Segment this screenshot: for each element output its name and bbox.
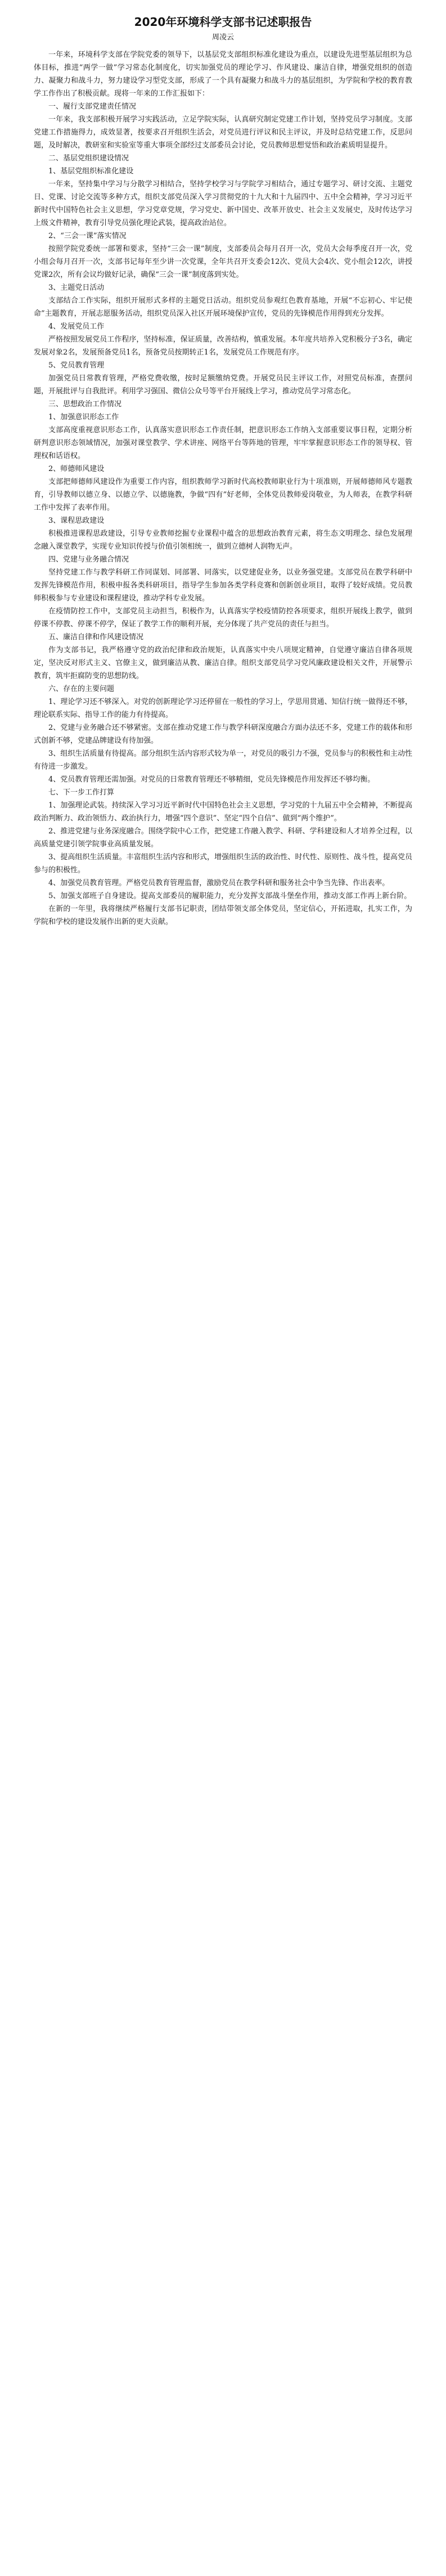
report-paragraph: 2、推进党建与业务深度融合。围绕学院中心工作，把党建工作融入教学、科研、学科建设和人才培养全过程，以高质量党建引领学院事业高质量发展。 bbox=[34, 827, 412, 849]
report-paragraph: 坚持党建工作与教学科研工作同谋划、同部署、同落实，以党建促业务，以业务强党建。支部党员在教学科研中发挥先锋模范作用，积极申报各类科研项目，指导学生参加各类学科竞赛和创新创业项目，取得了较好成绩。党员教师积极参与专业建设和课程建设，推动学科专业发展。 bbox=[34, 568, 412, 603]
report-paragraph: 作为支部书记，我严格遵守党的政治纪律和政治规矩，认真落实中央八项规定精神，自觉遵守廉洁自律各项规定，坚决反对形式主义、官僚主义，做到廉洁从教、廉洁自律。组织支部党员学习党风廉政建设相关文件，开展警示教育，筑牢拒腐防变的思想防线。 bbox=[34, 646, 412, 680]
report-paragraph: 按照学院党委统一部署和要求，坚持“三会一课”制度，支部委员会每月召开一次，党员大会每季度召开一次，党小组会每月召开一次，支部书记每年至少讲一次党课，全年共召开支委会12次、党员大会4次、党小组会12次，讲授党课2次，所有会议均做好记录，确保“三会一课”制度落到实处。 bbox=[34, 245, 412, 279]
report-paragraph: 积极推进课程思政建设，引导专业教师挖掘专业课程中蕴含的思想政治教育元素，将生态文明理念、绿色发展理念融入课堂教学，实现专业知识传授与价值引领相统一，做到立德树人润物无声。 bbox=[34, 529, 412, 551]
report-paragraph: 一年来，坚持集中学习与分散学习相结合，坚持学校学习与学院学习相结合，通过专题学习、研讨交流、主题党日、党课、讨论交流等多种方式，组织支部党员深入学习贯彻党的十九大和十九届四中、五中全会精神，学习习近平新时代中国特色社会主义思想，学习党章党规，学习党史、新中国史、改革开放史、社会主义发展史，及时传达学习上级文件精神，教育引导党员强化理论武装，提高政治站位。 bbox=[34, 180, 412, 227]
report-paragraph: 4、党员教育管理还需加强。对党员的日常教育管理还不够精细，党员先锋模范作用发挥还不够均衡。 bbox=[48, 775, 375, 784]
report-paragraph: 一年来，我支部积极开展学习实践活动，立足学院实际，认真研究制定党建工作计划，坚持党员学习制度。支部党建工作措施得力，成效显著，按要求召开组织生活会，对党员进行评议和民主评议，并及时总结党建工作，反思问题，及时解决，教研室和实验室等重大事项全部经过支部委员会讨论，党员教师思想觉悟和政治素质明显提升。 bbox=[34, 115, 412, 150]
report-paragraph: 一、履行支部党建责任情况 bbox=[48, 102, 137, 111]
report-paragraph: 2、师德师风建设 bbox=[48, 465, 105, 473]
report-paragraph: 4、加强党员教育管理。严格党员教育管理监督，激励党员在教学科研和服务社会中争当先锋、作出表率。 bbox=[48, 879, 390, 887]
report-paragraph: 支部把师德师风建设作为重要工作内容，组织教师学习新时代高校教师职业行为十项准则，开展师德师风专题教育，引导教师以德立身、以德立学、以德施教，争做“四有”好老师，全体党员教师爱岗敬业，为人师表，在教学科研工作中发挥了表率作用。 bbox=[34, 478, 412, 512]
report-paragraph: 七、下一步工作打算 bbox=[48, 788, 115, 797]
report-author: 周凌云 bbox=[211, 33, 234, 42]
report-paragraph: 1、加强理论武装。持续深入学习习近平新时代中国特色社会主义思想，学习党的十九届五中全会精神，不断提高政治判断力、政治领悟力、政治执行力，增强“四个意识”、坚定“四个自信”、做到“两个维护”。 bbox=[34, 801, 412, 823]
report-paragraph: 5、党员教育管理 bbox=[48, 361, 105, 370]
report-paragraph: 3、主题党日活动 bbox=[48, 284, 105, 292]
report-paragraph: 1、理论学习还不够深入。对党的创新理论学习还停留在一般性的学习上，学思用贯通、知信行统一做得还不够，理论联系实际、指导工作的能力有待提高。 bbox=[34, 698, 412, 719]
report-paragraph: 2、党建与业务融合还不够紧密。支部在推动党建工作与教学科研深度融合方面办法还不多，党建工作的载体和形式创新不够，党建品牌建设有待加强。 bbox=[34, 724, 412, 745]
report-paragraph: 在疫情防控工作中，支部党员主动担当，积极作为，认真落实学校疫情防控各项要求，组织开展线上教学，做到停课不停教、停课不停学，保证了教学工作的顺利开展，充分体现了共产党员的责任与担当。 bbox=[34, 607, 412, 629]
report-paragraph: 支部结合工作实际，组织开展形式多样的主题党日活动。组织党员参观红色教育基地，开展“不忘初心、牢记使命”主题教育，开展志愿服务活动，组织党员深入社区开展环境保护宣传，党员的先锋模范作用得到充分发挥。 bbox=[34, 297, 412, 318]
report-paragraph: 3、课程思政建设 bbox=[48, 517, 105, 525]
report-paragraph: 1、基层党组织标准化建设 bbox=[48, 167, 134, 176]
report-paragraph: 三、思想政治工作情况 bbox=[48, 400, 122, 409]
report-paragraph: 加强党员日常教育管理，严格党费收缴，按时足额缴纳党费。开展党员民主评议工作，对照党员标准，查摆问题，开展批评与自我批评。利用学习强国、微信公众号等平台开展线上学习，推动党员学习常态化。 bbox=[34, 374, 412, 396]
report-paragraph: 一年来，环境科学支部在学院党委的领导下，以基层党支部组织标准化建设为重点，以建设先进型基层组织为总体目标，推进“两学一做”学习常态化制度化，切实加强党员的理论学习、作风建设、廉洁自律，增强党组织的创造力、凝聚力和战斗力，努力建设学习型党支部，形成了一个具有凝聚力和战斗力的基层组织，为学院和学校的教育教学工作作出了积极贡献。现将一年来的工作汇报如下： bbox=[34, 51, 412, 98]
report-paragraph: 在新的一年里，我将继续严格履行支部书记职责，团结带领支部全体党员，坚定信心，开拓进取，扎实工作，为学院和学校的建设发展作出新的更大贡献。 bbox=[34, 905, 412, 926]
report-paragraph: 二、基层党组织建设情况 bbox=[48, 154, 129, 163]
report-paragraph: 1、加强意识形态工作 bbox=[48, 413, 119, 421]
report-paragraph: 5、加强支部班子自身建设。提高支部委员的履职能力，充分发挥支部战斗堡垒作用，推动支部工作再上新台阶。 bbox=[48, 892, 412, 900]
report-paragraph: 四、党建与业务融合情况 bbox=[48, 555, 129, 564]
report-body bbox=[34, 48, 412, 928]
report-title: 2020年环境科学支部书记述职报告 bbox=[134, 15, 312, 29]
report-paragraph: 3、提高组织生活质量。丰富组织生活内容和形式，增强组织生活的政治性、时代性、原则性、战斗性，提高党员参与的积极性。 bbox=[34, 853, 412, 874]
report-paragraph: 六、存在的主要问题 bbox=[48, 685, 115, 693]
report-paragraph: 严格按照发展党员工作程序，坚持标准，保证质量，改善结构，慎重发展。本年度共培养入党积极分子3名，确定发展对象2名，发展预备党员1名，预备党员按期转正1名，发展党员工作规范有序。 bbox=[34, 335, 412, 357]
report-paragraph: 3、组织生活质量有待提高。部分组织生活内容形式较为单一，对党员的吸引力不强，党员参与的积极性和主动性有待进一步激发。 bbox=[34, 750, 412, 771]
report-paragraph: 五、廉洁自律和作风建设情况 bbox=[48, 633, 144, 641]
report-paragraph: 4、发展党员工作 bbox=[48, 322, 105, 331]
report-paragraph: 2、“三会一课”落实情况 bbox=[48, 232, 127, 240]
report-paragraph: 支部高度重视意识形态工作，认真落实意识形态工作责任制，把意识形态工作纳入支部重要议事日程，定期分析研判意识形态领域情况，加强对课堂教学、学术讲座、网络平台等阵地的管理，牢牢掌握意识形态工作的领导权、管理权和话语权。 bbox=[34, 426, 412, 460]
